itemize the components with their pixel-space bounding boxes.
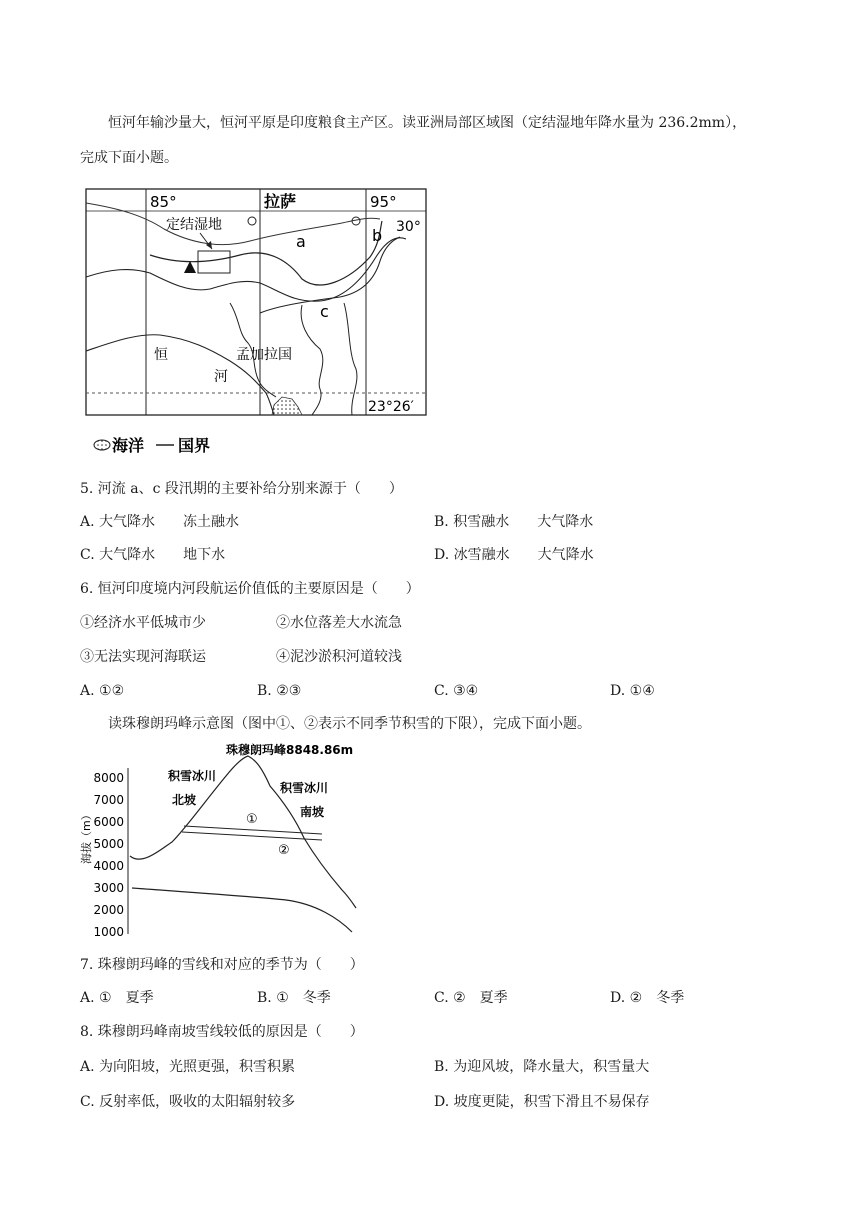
city-label: 拉萨: [264, 192, 297, 211]
tick-6000: 6000: [93, 815, 124, 829]
tick-7000: 7000: [93, 793, 124, 807]
legend-border: 国界: [178, 436, 211, 455]
lat-label-2326: 23°26′: [368, 399, 414, 415]
axis-label: 海拔（m）: [80, 809, 93, 864]
lon-label-85: 85°: [150, 193, 177, 211]
ocean-legend-icon: [94, 440, 110, 450]
lake-icon: [248, 217, 256, 225]
lon-label-95: 95°: [370, 193, 397, 211]
north-slope-label: 北坡: [172, 793, 197, 807]
q7-option-a[interactable]: A. ① 夏季: [80, 990, 154, 1006]
tick-5000: 5000: [93, 837, 124, 851]
q8-option-d[interactable]: D. 坡度更陡，积雪下滑且不易保存: [434, 1094, 650, 1110]
ganga-label-2: 河: [214, 369, 228, 385]
q5-option-c[interactable]: C. 大气降水 地下水: [80, 547, 226, 563]
base-profile: [132, 888, 352, 932]
q6-item-3: ③无法实现河海联运: [80, 649, 206, 665]
q8-option-c[interactable]: C. 反射率低，吸收的太阳辐射较多: [80, 1094, 296, 1110]
q8-option-a[interactable]: A. 为向阳坡，光照更强，积雪积累: [80, 1059, 296, 1075]
q6-option-c[interactable]: C. ③④: [434, 683, 479, 699]
question-8-stem: 8. 珠穆朗玛峰南坡雪线较低的原因是（ ）: [80, 1024, 364, 1040]
mountain-figure: [76, 740, 386, 945]
q7-option-b[interactable]: B. ① 冬季: [257, 990, 331, 1006]
wetland-box: [198, 251, 230, 273]
q8-option-b[interactable]: B. 为迎风坡，降水量大，积雪量大: [434, 1059, 650, 1075]
tick-1000: 1000: [93, 925, 124, 939]
south-slope-label: 南坡: [300, 805, 325, 819]
wetland-label: 定结湿地: [166, 217, 222, 233]
q7-option-d[interactable]: D. ② 冬季: [610, 990, 685, 1006]
country-border: [86, 203, 383, 245]
q6-item-2: ②水位落差大水流急: [276, 615, 402, 631]
ganga-label-1: 恒: [154, 347, 168, 363]
y-ticks: [93, 771, 124, 939]
river-label-c: c: [320, 302, 329, 321]
q5-option-a[interactable]: A. 大气降水 冻土融水: [80, 514, 240, 530]
south-glacier-label: 积雪冰川: [280, 781, 329, 795]
question-5-stem: 5. 河流 a、c 段汛期的主要补给分别来源于（ ）: [80, 481, 403, 497]
q5-option-d[interactable]: D. 冰雪融水 大气降水: [434, 547, 594, 563]
snowline-1-label: ①: [246, 812, 258, 827]
tick-2000: 2000: [93, 903, 124, 917]
q6-option-d[interactable]: D. ①④: [610, 683, 655, 699]
question-7-stem: 7. 珠穆朗玛峰的雪线和对应的季节为（ ）: [80, 957, 364, 973]
q6-option-a[interactable]: A. ①②: [80, 683, 125, 699]
q7-option-c[interactable]: C. ② 夏季: [434, 990, 508, 1006]
river-label-a: a: [296, 232, 306, 251]
peak-triangle-icon: [184, 261, 196, 273]
intro-text-line2: 完成下面小题。: [80, 150, 178, 166]
q5-option-b[interactable]: B. 积雪融水 大气降水: [434, 514, 594, 530]
snowline-2-label: ②: [278, 843, 290, 858]
section2-intro: 读珠穆朗玛峰示意图（图中①、②表示不同季节积雪的下限），完成下面小题。: [108, 716, 591, 732]
bangladesh-label: 孟加拉国: [236, 347, 292, 363]
river-c: [260, 237, 400, 313]
ocean-area: [272, 397, 302, 415]
q6-item-1: ①经济水平低城市少: [80, 615, 206, 631]
tick-3000: 3000: [93, 881, 124, 895]
question-6-stem: 6. 恒河印度境内河段航运价值低的主要原因是（ ）: [80, 581, 420, 597]
q6-option-b[interactable]: B. ②③: [257, 683, 302, 699]
tick-8000: 8000: [93, 771, 124, 785]
peak-label: 珠穆朗玛峰8848.86m: [226, 743, 354, 757]
tick-4000: 4000: [93, 859, 124, 873]
mountain-profile: [130, 756, 356, 908]
q6-item-4: ④泥沙淤积河道较浅: [276, 649, 402, 665]
north-glacier-label: 积雪冰川: [168, 769, 217, 783]
river-label-b: b: [372, 226, 383, 245]
border-south: [86, 238, 406, 301]
map-figure: [80, 183, 440, 463]
intro-text-line1: 恒河年输沙量大，恒河平原是印度粮食主产区。读亚洲局部区域图（定结湿地年降水量为 236.2mm），: [108, 115, 747, 131]
lat-label-30: 30°: [396, 219, 421, 235]
legend-ocean: 海洋: [112, 436, 145, 455]
